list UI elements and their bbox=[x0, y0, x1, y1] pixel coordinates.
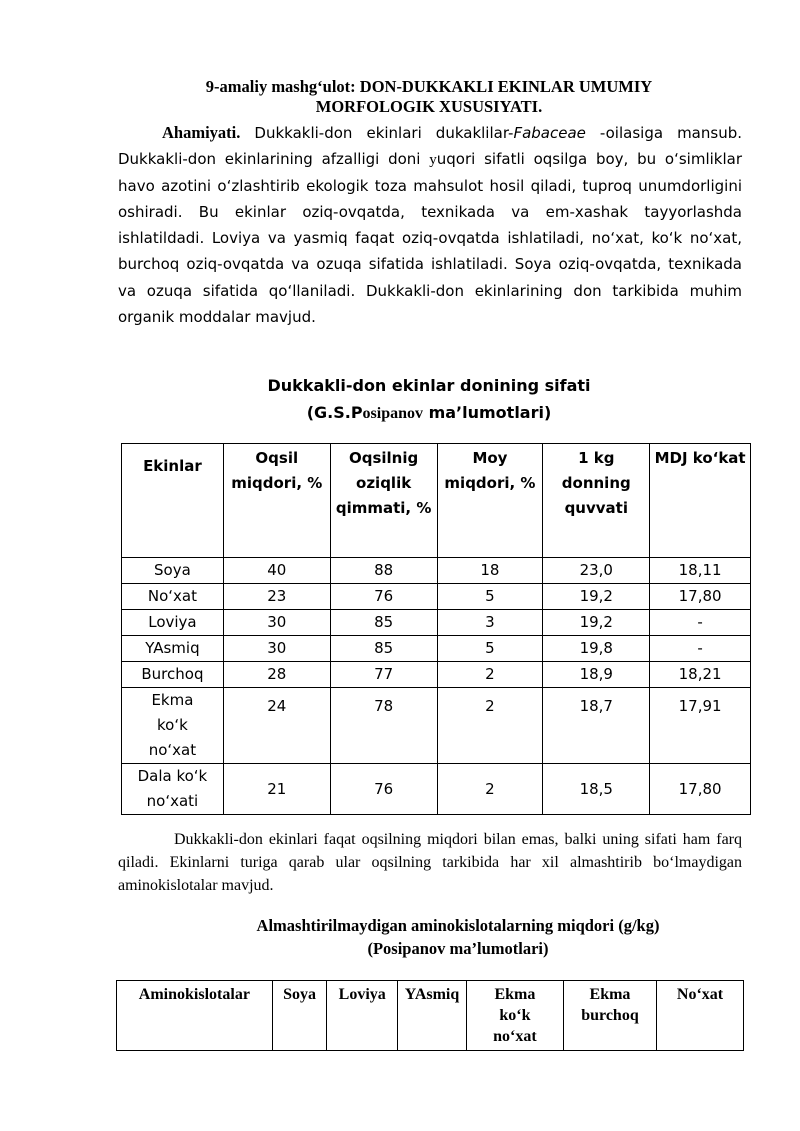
table-cell: 85 bbox=[330, 636, 437, 662]
table-row bbox=[122, 764, 751, 815]
table-cell: 30 bbox=[223, 636, 330, 662]
intro-text-2: -oilasiga mansub. Dukkakli-don ekinlarining afzalligi doni bbox=[118, 124, 742, 169]
table-cell: 88 bbox=[330, 558, 437, 584]
table-cell: 18,7 bbox=[543, 688, 650, 764]
table1-header-cell: 1 kg donning quvvati bbox=[543, 444, 650, 558]
table1-title-part-c: ma’lumotlari) bbox=[423, 403, 552, 422]
table-cell: 21 bbox=[223, 764, 330, 815]
table1-header-cell: Oqsilnig oziqlik qimmati, % bbox=[330, 444, 437, 558]
table1-header-cell: Moy miqdori, % bbox=[437, 444, 543, 558]
page-title-line1: 9-amaliy mashg‘ulot: DON-DUKKAKLI EKINLAR UMUMIY bbox=[205, 77, 653, 96]
table1-header-cell: Oqsil miqdori, % bbox=[223, 444, 330, 558]
page-title bbox=[118, 77, 740, 117]
body-paragraph: Dukkakli-don ekinlari faqat oqsilning miqdori bilan emas, balki uning sifati ham farq qiladi. Ekinlarni turiga qarab ular oqsilning tarkibida har xil almashtirib bo‘lmaydigan aminokislotalar mavjud. bbox=[118, 831, 742, 894]
table-cell: 18,5 bbox=[543, 764, 650, 815]
table-cell: 2 bbox=[437, 662, 543, 688]
table-cell: 40 bbox=[223, 558, 330, 584]
table-cell: - bbox=[650, 610, 751, 636]
table-row bbox=[122, 636, 751, 662]
table-cell: Dala ko‘k no‘xati bbox=[122, 764, 224, 815]
table1-header-cell: MDJ ko‘kat bbox=[650, 444, 751, 558]
table-cell: 18,11 bbox=[650, 558, 751, 584]
table-cell: 30 bbox=[223, 610, 330, 636]
table2-title bbox=[118, 914, 798, 960]
table-cell: 24 bbox=[223, 688, 330, 764]
table2-header-cell: Ekma burchoq bbox=[563, 981, 656, 1051]
table-cell: 2 bbox=[437, 688, 543, 764]
table2-header-cell: No‘xat bbox=[657, 981, 744, 1051]
table1-title-line2 bbox=[118, 399, 740, 427]
table1-title-line1: Dukkakli-don ekinlar donining sifati bbox=[267, 376, 591, 395]
table-cell: 23,0 bbox=[543, 558, 650, 584]
table2-header-row bbox=[117, 981, 744, 1051]
table1-title bbox=[118, 372, 740, 427]
table1-header-cell: Ekinlar bbox=[122, 444, 224, 558]
table-cell: 5 bbox=[437, 636, 543, 662]
table-cell: 85 bbox=[330, 610, 437, 636]
intro-y-char: y bbox=[429, 152, 437, 169]
table1-title-part-b: osipanov bbox=[362, 405, 424, 422]
table-cell: 23 bbox=[223, 584, 330, 610]
page-title-line2: MORFOLOGIK XUSUSIYATI. bbox=[315, 97, 543, 116]
intro-text-3: uqori sifatli oqsilga boy, bu o‘simliklar havo azotini o‘zlashtirib ekologik toza mahsulot hosil qiladi, tuproq unumdorligini oshiradi. Bu ekinlar oziq-ovqatda, texnikada va em-xashak tayyorlashda ishlatildadi. Loviya va yasmiq faqat oziq-ovqatda ishlatiladi, no‘xat, ko‘k no‘xat, burchoq oziq-ovqatda va ozuqa sifatida ishlatiladi. Soya oziq-ovqatda, texnikada va ozuqa sifatida qo‘llaniladi. Dukkakli-don ekinlarining don tarkibida muhim organik moddalar mavjud. bbox=[118, 150, 742, 326]
intro-lead: Ahamiyati. bbox=[162, 123, 241, 142]
table-cell: Burchoq bbox=[122, 662, 224, 688]
table-cell: No‘xat bbox=[122, 584, 224, 610]
table-cell: 76 bbox=[330, 584, 437, 610]
table-cell: 19,2 bbox=[543, 610, 650, 636]
intro-latin-name: Fabaceae bbox=[513, 124, 586, 142]
table-cell: 18 bbox=[437, 558, 543, 584]
table-cell: Ekma ko‘k no‘xat bbox=[122, 688, 224, 764]
table2-header-cell: Aminokislotalar bbox=[117, 981, 273, 1051]
table-cell: 17,80 bbox=[650, 764, 751, 815]
table-row bbox=[122, 662, 751, 688]
table1 bbox=[121, 443, 751, 815]
table-cell: 28 bbox=[223, 662, 330, 688]
table-row bbox=[122, 584, 751, 610]
table1-header-row bbox=[122, 444, 751, 558]
table-cell: 5 bbox=[437, 584, 543, 610]
table-cell: 78 bbox=[330, 688, 437, 764]
table-cell: Loviya bbox=[122, 610, 224, 636]
table2 bbox=[116, 980, 744, 1051]
table-row bbox=[122, 688, 751, 764]
table-cell: 18,21 bbox=[650, 662, 751, 688]
table2-title-line1: Almashtirilmaydigan aminokislotalarning miqdori (g/kg) bbox=[256, 916, 660, 935]
table-cell: 19,2 bbox=[543, 584, 650, 610]
table-cell: - bbox=[650, 636, 751, 662]
table-row bbox=[122, 610, 751, 636]
table2-header-cell: Ekma ko‘k no‘xat bbox=[466, 981, 563, 1051]
table-cell: 3 bbox=[437, 610, 543, 636]
table2-header-cell: Loviya bbox=[327, 981, 398, 1051]
table-cell: YAsmiq bbox=[122, 636, 224, 662]
table-cell: 17,80 bbox=[650, 584, 751, 610]
intro-text-1: Dukkakli-don ekinlari dukaklilar- bbox=[240, 124, 514, 142]
table2-header-cell: YAsmiq bbox=[398, 981, 467, 1051]
intro-paragraph bbox=[118, 120, 742, 330]
table-cell: 77 bbox=[330, 662, 437, 688]
table-cell: 17,91 bbox=[650, 688, 751, 764]
table-cell: 18,9 bbox=[543, 662, 650, 688]
table1-title-part-a: (G.S.P bbox=[306, 403, 363, 422]
table2-title-line2: (Posipanov ma’lumotlari) bbox=[367, 939, 549, 958]
table-cell: Soya bbox=[122, 558, 224, 584]
table-row bbox=[122, 558, 751, 584]
table2-header-cell: Soya bbox=[272, 981, 327, 1051]
table-cell: 2 bbox=[437, 764, 543, 815]
table-cell: 76 bbox=[330, 764, 437, 815]
table-cell: 19,8 bbox=[543, 636, 650, 662]
